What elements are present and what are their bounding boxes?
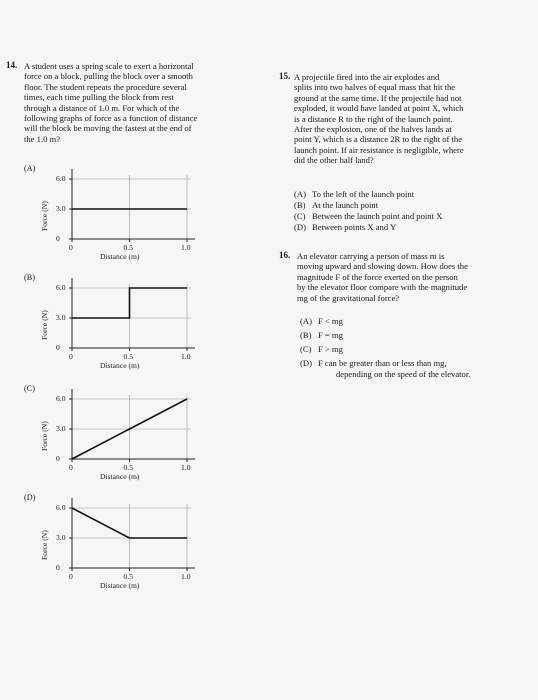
q16-line: magnitude F of the force exerted on the person	[297, 271, 458, 282]
graph-option-label[interactable]: (D)	[24, 493, 36, 502]
q15-line: did the other half land?	[294, 155, 374, 166]
y-tick-label: 3.0	[56, 204, 66, 213]
choice-text: F can be greater than or less than mg,	[318, 358, 447, 368]
x-tick-label: 0.5	[123, 352, 133, 361]
q14-line: A student uses a spring scale to exert a horizontal	[24, 61, 194, 71]
y-tick-label: 3.0	[56, 533, 66, 542]
x-axis-label: Distance (m)	[100, 361, 140, 370]
q14-line: will the block be moving the fastest at the end of	[24, 123, 192, 134]
x-tick-label: 0	[69, 352, 73, 361]
y-tick-label: 0	[56, 234, 60, 243]
q16-line: moving upward and slowing down. How does the	[297, 261, 468, 272]
x-tick-label: 0	[69, 572, 73, 581]
q14-line: through a distance of 1.0 m. For which of the	[24, 102, 180, 113]
y-tick-label: 0	[56, 454, 60, 463]
q15-line: point Y, which is a distance 2R to the right of the	[294, 134, 463, 145]
q14-line: the 1.0 m?	[24, 133, 61, 144]
x-axis-label: Distance (m)	[100, 472, 140, 481]
choice-key: (B)	[294, 200, 306, 210]
x-tick-label: 0	[69, 243, 73, 252]
q15-line: After the explosion, one of the halves lands at	[294, 124, 452, 135]
x-tick-label: 1.0	[181, 352, 191, 361]
q16-choice-c[interactable]	[300, 344, 343, 354]
y-tick-label: 0	[56, 343, 60, 352]
x-tick-label: 1.0	[181, 572, 191, 581]
q16-line: mg of the gravitational force?	[297, 292, 400, 303]
choice-key: (D)	[300, 358, 312, 368]
choice-text: F < mg	[318, 316, 343, 326]
q16-text	[297, 251, 468, 303]
q16-number: 16.	[279, 250, 291, 260]
graph-option-label[interactable]: (B)	[24, 273, 35, 282]
q14-line: times, each time pulling the block from rest	[24, 92, 174, 103]
q15-line: ground at the same time. If the projectile had not	[294, 92, 462, 103]
choice-text: Between the launch point and point X	[312, 211, 443, 221]
choice-text: At the launch point	[312, 200, 379, 210]
choice-key: (C)	[294, 211, 306, 221]
x-tick-label: 1.0	[181, 463, 191, 472]
q15-choice-c[interactable]	[294, 211, 442, 221]
q15-line: A projectile fired into the air explodes and	[294, 72, 440, 82]
q15-line: exploded, it would have landed at point X, which	[294, 103, 464, 114]
q15-text	[294, 72, 464, 166]
choice-text: F = mg	[318, 330, 343, 340]
q16-choice-d[interactable]	[300, 358, 447, 368]
choice-text: F > mg	[318, 344, 343, 354]
q14-line: force on a block, pulling the block over a smooth	[24, 71, 193, 82]
x-axis-label: Distance (m)	[100, 252, 140, 261]
q15-choice-b[interactable]	[294, 200, 378, 210]
q15-line: is a distance R to the right of the launch point.	[294, 113, 453, 124]
choice-key: (D)	[294, 222, 306, 232]
q16-choice-b[interactable]	[300, 330, 343, 340]
q14-line: following graphs of force as a function of distance	[24, 113, 198, 124]
graph-option-label[interactable]: (C)	[24, 384, 35, 393]
y-tick-label: 6.0	[56, 394, 66, 403]
y-tick-label: 6.0	[56, 503, 66, 512]
q15-number: 15.	[279, 71, 291, 81]
y-axis-label: Force (N)	[40, 201, 49, 231]
x-tick-label: 0	[69, 463, 73, 472]
choice-text: To the left of the launch point	[312, 189, 415, 199]
y-tick-label: 3.0	[56, 313, 66, 322]
q15-choice-d[interactable]	[294, 222, 396, 232]
choice-key: (B)	[300, 330, 312, 340]
choice-key: (A)	[294, 189, 306, 199]
y-tick-label: 0	[56, 563, 60, 572]
q16-line: An elevator carrying a person of mass m is	[297, 251, 445, 261]
graph-option-label[interactable]: (A)	[24, 164, 36, 173]
x-tick-label: 1.0	[181, 243, 191, 252]
q14-line: floor. The student repeats the procedure several	[24, 81, 187, 92]
x-tick-label: 0.5	[123, 243, 133, 252]
choice-key: (A)	[300, 316, 312, 326]
q14-number: 14.	[6, 60, 18, 70]
x-axis-label: Distance (m)	[100, 581, 140, 590]
q15-line: splits into two halves of equal mass that hit the	[294, 82, 456, 93]
x-tick-label: 0.5	[123, 463, 133, 472]
q16-choice-d-continued: depending on the speed of the elevator.	[336, 369, 471, 379]
y-tick-label: 6.0	[56, 174, 66, 183]
q15-choice-a[interactable]	[294, 189, 414, 199]
q15-line: launch point. If air resistance is negligible, where	[294, 144, 464, 155]
y-axis-label: Force (N)	[40, 530, 49, 560]
y-axis-label: Force (N)	[40, 421, 49, 451]
q16-choice-a[interactable]	[300, 316, 343, 326]
y-axis-label: Force (N)	[40, 310, 49, 340]
y-tick-label: 6.0	[56, 283, 66, 292]
q16-line: by the elevator floor compare with the magnitude	[297, 282, 468, 293]
choice-key: (C)	[300, 344, 312, 354]
x-tick-label: 0.5	[123, 572, 133, 581]
choice-text: Between points X and Y	[312, 222, 397, 232]
y-tick-label: 3.0	[56, 424, 66, 433]
